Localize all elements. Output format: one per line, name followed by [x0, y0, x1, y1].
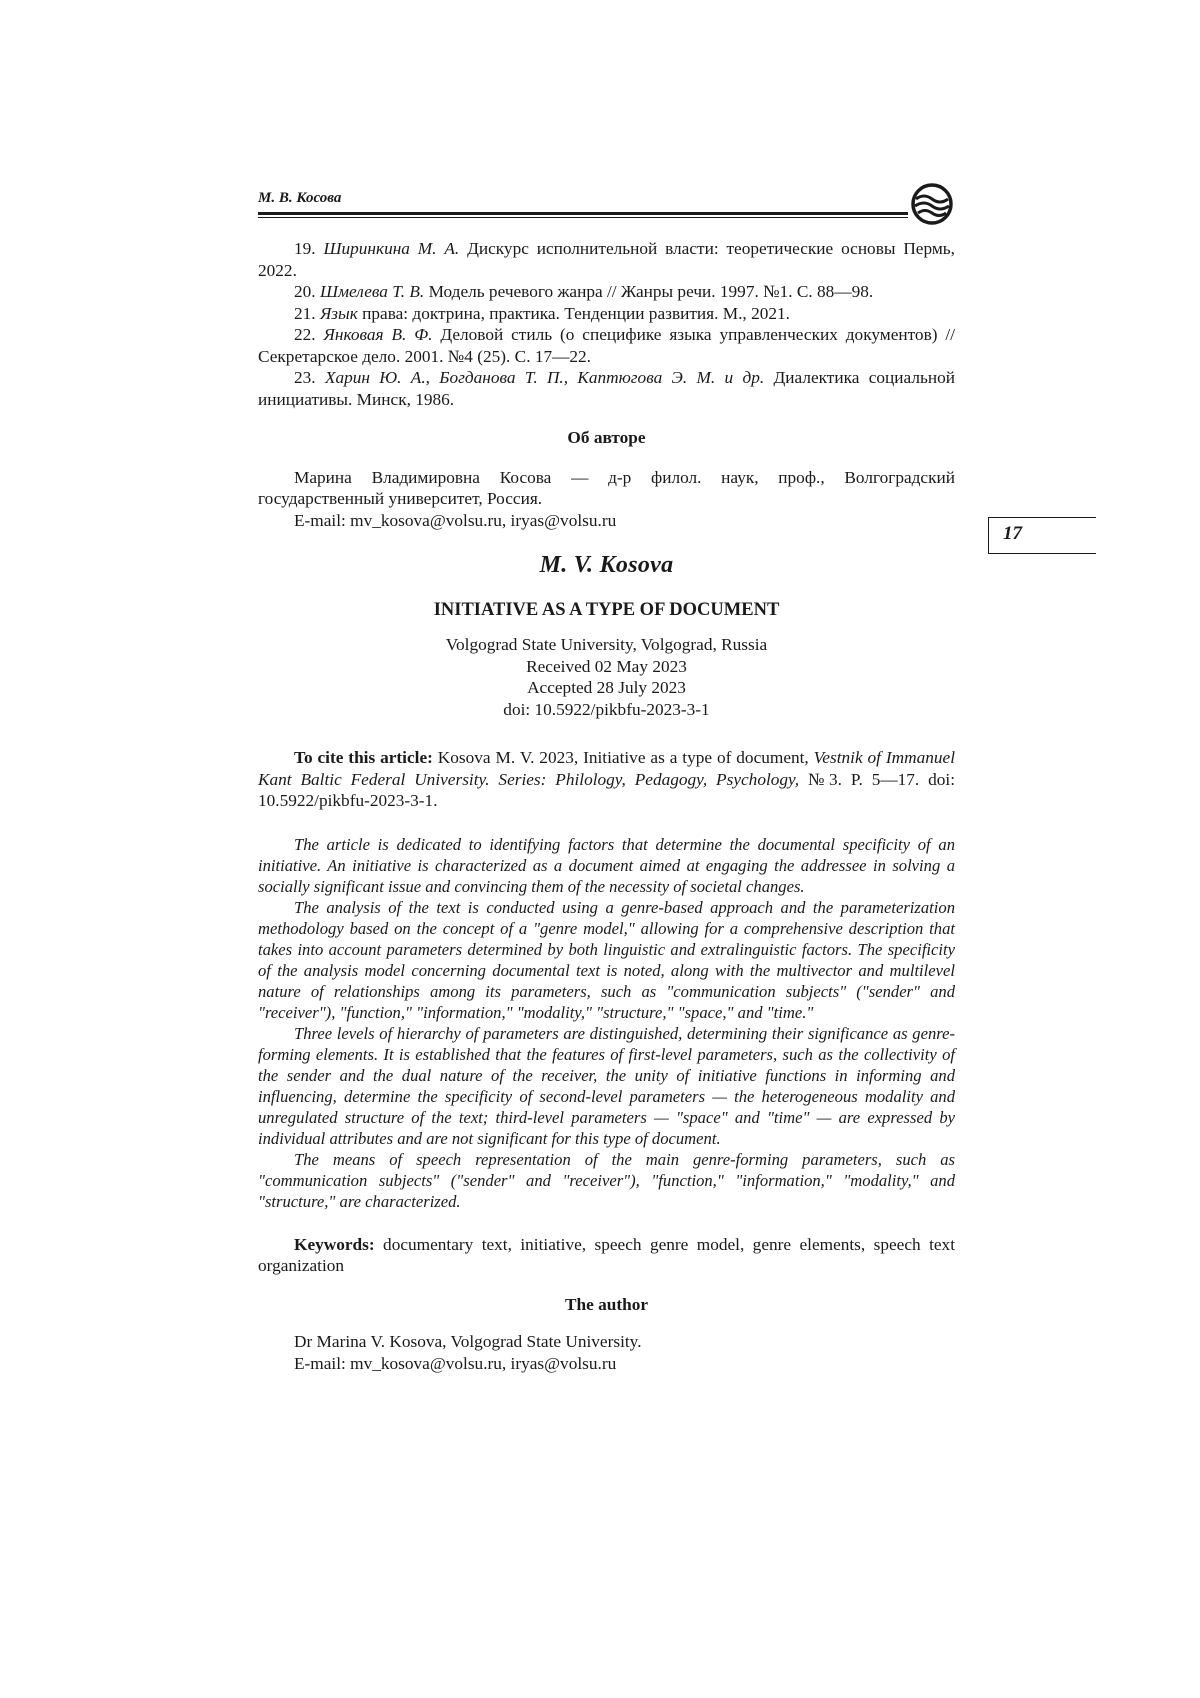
reference-item: 20. Шмелева Т. В. Модель речевого жанра // Жанры речи. 1997. №1. С. 88—98. — [294, 282, 874, 301]
the-author-email: E-mail: mv_kosova@volsu.ru, iryas@volsu.ru — [294, 1353, 617, 1373]
reference-item: 23. Харин Ю. А., Богданова Т. П., Каптюгова Э. М. и др. Диалектика социальной инициативы. Минск, 1986. — [258, 368, 955, 409]
abstract-paragraph: The article is dedicated to identifying factors that determine the documental specificity of an initiative. An initiative is characterized as a document aimed at engaging the addressee in solving a socially significant issue and convincing them of the necessity of societal changes. — [258, 834, 955, 896]
article-title: INITIATIVE AS A TYPE OF DOCUMENT — [433, 600, 780, 620]
abstract-paragraph: The means of speech representation of the main genre-forming parameters, such as "communication subjects" ("sender" and "receiver"), "function," "information," "modality," and "structure," are characterized. — [258, 1149, 955, 1211]
the-author-heading: The author — [564, 1294, 649, 1314]
header-rule-thin — [258, 217, 908, 218]
reference-item: 22. Янковая В. Ф. Деловой стиль (о специфике языка управленческих документов) // Секретарское дело. 2001. №4 (25). С. 17—22. — [258, 325, 955, 366]
about-author-email: E-mail: mv_kosova@volsu.ru, iryas@volsu.ru — [294, 510, 617, 530]
keywords: Keywords: documentary text, initiative, speech genre model, genre elements, speech text organization — [258, 1234, 955, 1275]
about-author-bio: Марина Владимировна Косова — д-р филол. наук, проф., Волгоградский государственный университет, Россия. — [258, 467, 955, 508]
abstract-paragraph: Three levels of hierarchy of parameters are distinguished, determining their significance as genre-forming elements. It is established that the features of first-level parameters, such as the collectivity of the sender and the dual nature of the receiver, the unity of initiative functions in informing and influencing, determine the specificity of second-level parameters — the heterogeneous modality and unregulated structure of the text; third-level parameters — "space" and "time" — are expressed by individual attributes and are not significant for this type of document. — [258, 1023, 955, 1148]
article-doi: doi: 10.5922/pikbfu-2023-3-1 — [503, 699, 710, 719]
article-affiliation: Volgograd State University, Volgograd, Russia — [445, 635, 768, 654]
page-content — [258, 190, 955, 1374]
page-number: 17 — [1003, 523, 1022, 544]
reference-list — [258, 238, 955, 410]
about-author-heading: Об авторе — [567, 428, 646, 447]
running-author: М. В. Косова — [258, 190, 342, 206]
abstract-paragraph: The analysis of the text is conducted using a genre-based approach and the parameterization methodology based on the concept of a "genre model," allowing for a comprehensive description that takes into account parameters determined by both linguistic and extralinguistic factors. The specificity of the analysis model concerning documental text is noted, along with the multivector and multilevel nature of relationships among its parameters, such as "communication subjects" ("sender" and "receiver"), "function," "information," "modality," "structure," "space," and "time." — [258, 897, 955, 1022]
abstract — [258, 834, 955, 1212]
reference-item: 21. Язык права: доктрина, практика. Тенденции развития. М., 2021. — [294, 303, 790, 323]
journal-wave-logo-icon — [910, 182, 954, 226]
the-author-bio: Dr Marina V. Kosova, Volgograd State University. — [294, 1332, 642, 1351]
header-rule-thick — [258, 212, 908, 215]
running-header — [258, 190, 955, 220]
reference-item: 19. Ширинкина М. А. Дискурс исполнительной власти: теоретические основы Пермь, 2022. — [258, 239, 955, 280]
article-accepted: Accepted 28 July 2023 — [527, 678, 686, 697]
page-number-tab — [988, 517, 1096, 554]
citation: To cite this article: Kosova M. V. 2023, Initiative as a type of document, Vestnik of Immanuel Kant Baltic Federal University. Series: Philology, Pedagogy, Psychology, №3. P. 5—17. doi: 10.5922/pikbfu-2023-3-1. — [258, 748, 956, 810]
article-author: M. V. Kosova — [539, 552, 674, 578]
article-received: Received 02 May 2023 — [526, 656, 687, 676]
